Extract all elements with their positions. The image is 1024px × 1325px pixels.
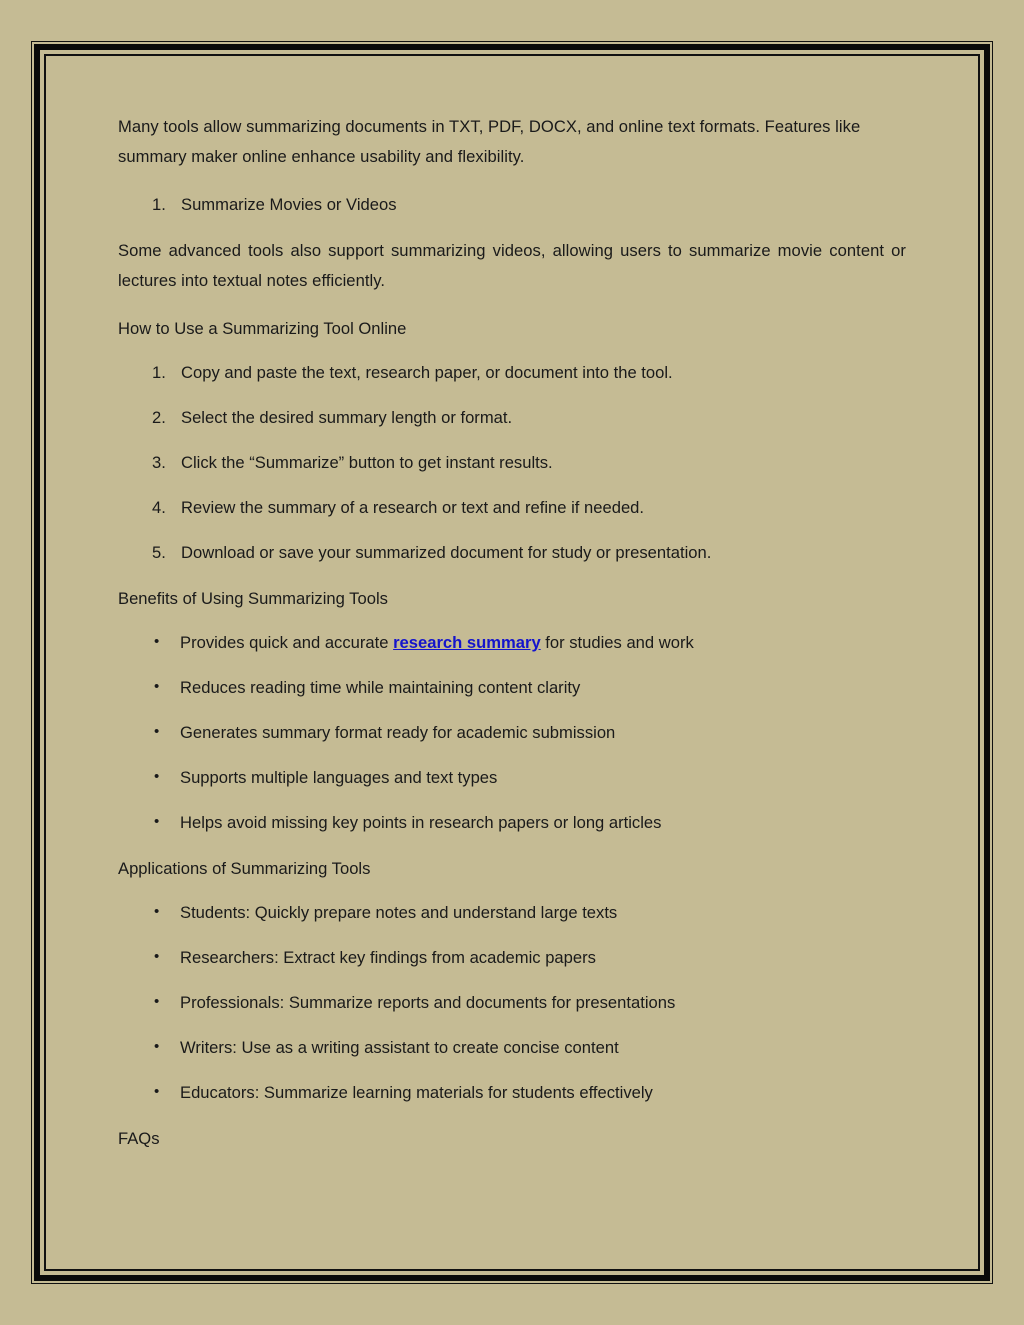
list-item: • Reduces reading time while maintaining content clarity: [180, 673, 906, 703]
list-item: Copy and paste the text, research paper, or document into the tool.: [181, 363, 673, 382]
list-item: Summarize Movies or Videos: [181, 195, 397, 214]
spacer: [118, 220, 906, 236]
list-item: • Researchers: Extract key findings from academic papers: [180, 943, 906, 973]
benefits-list: [118, 628, 906, 838]
list-item: • Professionals: Summarize reports and documents for presentations: [180, 988, 906, 1018]
list-item: • Students: Quickly prepare notes and understand large texts: [180, 898, 906, 928]
applications-list: [118, 898, 906, 1108]
list-item: • Helps avoid missing key points in research papers or long articles: [180, 808, 906, 838]
list-item: Click the “Summarize” button to get instant results.: [181, 453, 553, 472]
movies-list: [118, 190, 906, 220]
how-to-steps-list: [118, 358, 906, 568]
research-summary-link[interactable]: research summary: [393, 633, 541, 652]
list-item: • Writers: Use as a writing assistant to create concise content: [180, 1033, 906, 1063]
list-item: • Supports multiple languages and text types: [180, 763, 906, 793]
benefit-text-suffix: for studies and work: [540, 633, 694, 652]
intro-paragraph: Many tools allow summarizing documents in TXT, PDF, DOCX, and online text formats. Features like summary maker online enhance usability and flexibility.: [118, 117, 861, 166]
benefits-heading: Benefits of Using Summarizing Tools: [118, 589, 388, 608]
list-item: [180, 628, 906, 658]
videos-paragraph: Some advanced tools also support summarizing videos, allowing users to summarize movie content or lectures into textual notes efficiently.: [118, 241, 906, 290]
list-item: Download or save your summarized document for study or presentation.: [181, 543, 712, 562]
spacer: [118, 838, 906, 854]
faqs-heading: FAQs: [118, 1129, 160, 1148]
how-to-heading: How to Use a Summarizing Tool Online: [118, 319, 407, 338]
document-content: [118, 112, 906, 1168]
list-item: • Educators: Summarize learning materials for students effectively: [180, 1078, 906, 1108]
benefit-text-prefix: Provides quick and accurate: [180, 633, 394, 652]
list-item: Review the summary of a research or text and refine if needed.: [181, 498, 645, 517]
list-item: Select the desired summary length or format.: [181, 408, 513, 427]
list-item: • Generates summary format ready for academic submission: [180, 718, 906, 748]
spacer: [118, 568, 906, 584]
spacer: [118, 1108, 906, 1124]
applications-heading: Applications of Summarizing Tools: [118, 859, 371, 878]
